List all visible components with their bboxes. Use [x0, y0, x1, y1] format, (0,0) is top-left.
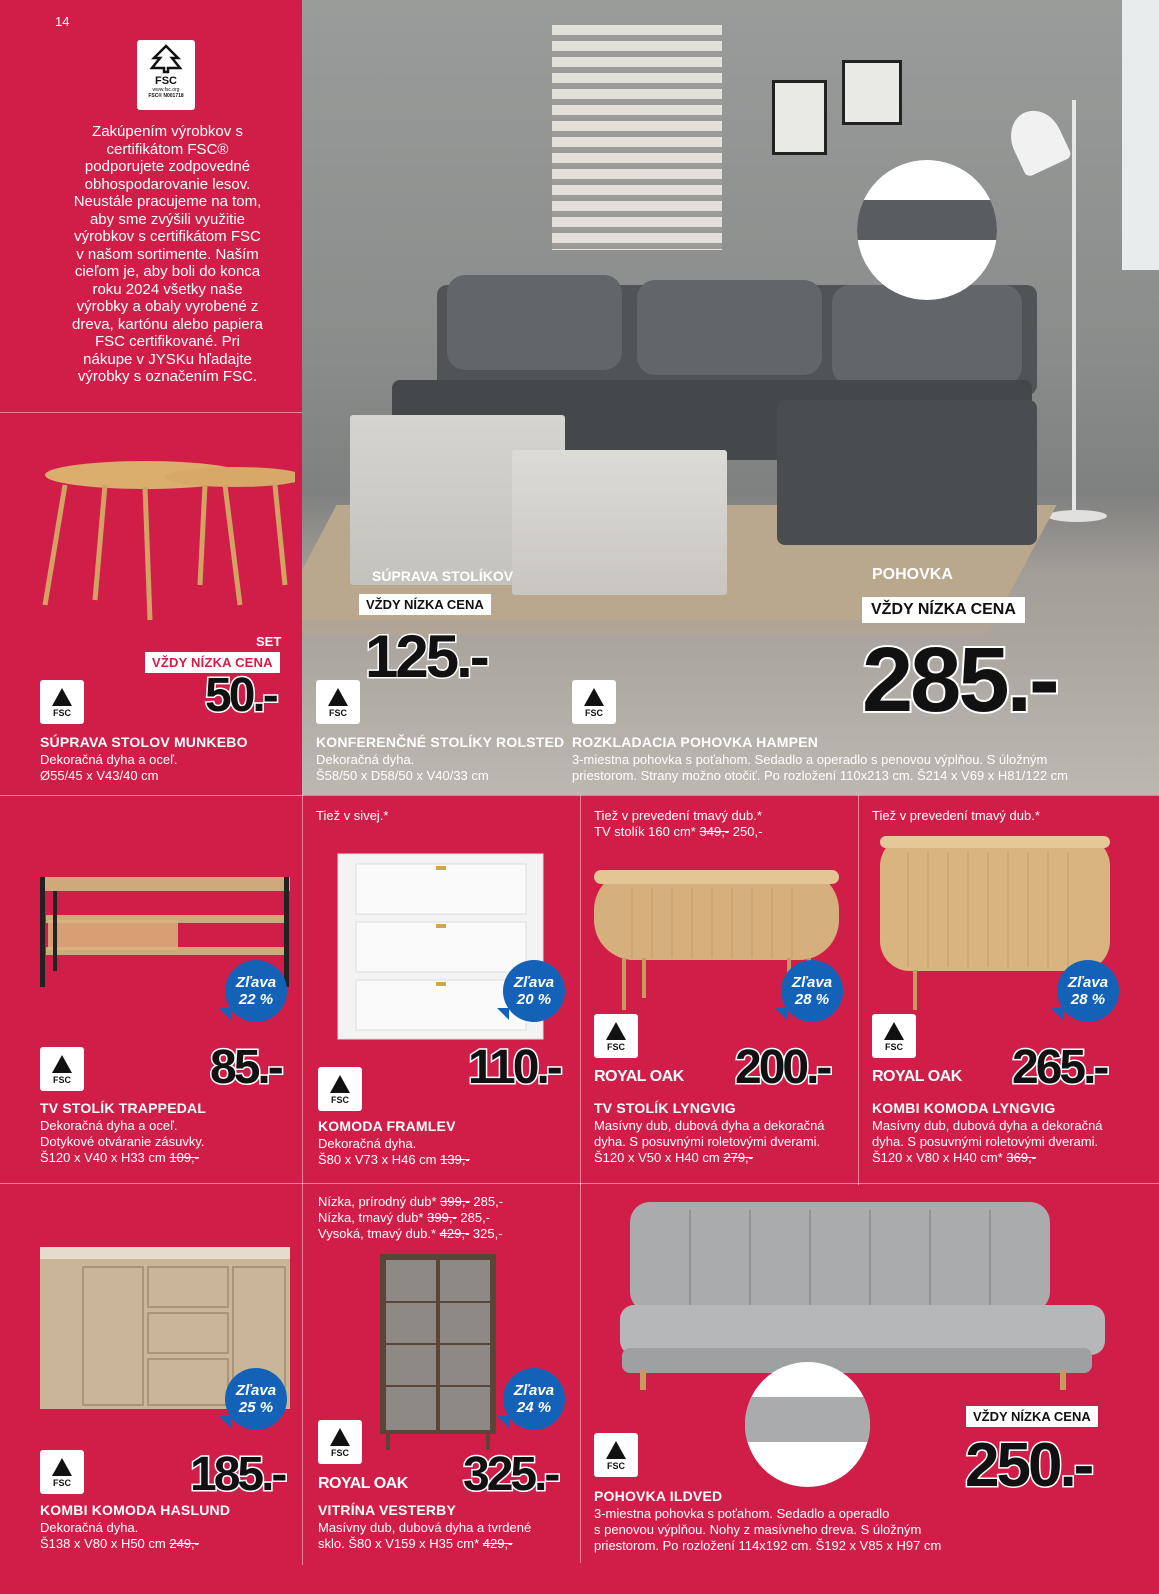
discount-value: 28 % — [1070, 991, 1106, 1008]
haslund-dimensions: Š138 x V80 x H50 cm — [40, 1536, 166, 1551]
lyngvig-kombi-old-price: 369,- — [1006, 1150, 1037, 1165]
fsc-tree-icon — [52, 688, 72, 706]
floor-lamp-base — [1047, 510, 1107, 522]
lyngvig-kombi-desc-line: Masívny dub, dubová dyha a dekoračná — [872, 1118, 1103, 1133]
framlev-desc — [318, 1136, 470, 1168]
wall-shelf — [552, 25, 722, 250]
rolsted-fsc-logo — [316, 680, 360, 724]
vesterby-variant-label: Vysoká, tmavý dub.* — [318, 1226, 437, 1241]
vesterby-variant — [318, 1194, 503, 1210]
trappedal-desc — [40, 1118, 205, 1166]
trappedal-name: TV STOLÍK TRAPPEDAL — [40, 1100, 207, 1116]
lyngvig-kombi-price: 265.- — [1012, 1041, 1107, 1094]
ildved-sofa-image — [620, 1200, 1110, 1400]
trappedal-fsc-logo — [40, 1047, 84, 1091]
trappedal-desc-line: Dekoračná dyha a oceľ. — [40, 1118, 178, 1133]
vesterby-variant-old-price: 399,- — [427, 1210, 457, 1225]
munkebo-name: SÚPRAVA STOLOV MUNKEBO — [40, 734, 248, 750]
discount-value: 20 % — [516, 991, 552, 1008]
vesterby-name: VITRÍNA VESTERBY — [318, 1502, 457, 1518]
sofa-cushion — [637, 280, 822, 375]
haslund-old-price: 249,- — [169, 1536, 199, 1551]
lyngvig-tv-note — [594, 808, 762, 840]
munkebo-desc-line: Dekoračná dyha a oceľ. — [40, 752, 178, 767]
coffee-table — [512, 450, 727, 595]
framlev-discount-badge — [503, 960, 565, 1022]
munkebo-fsc-logo — [40, 680, 84, 724]
sofa-bed-inset — [857, 160, 997, 300]
lyngvig-tv-price: 200.- — [735, 1041, 830, 1094]
fsc-label: FSC — [329, 708, 347, 718]
munkebo-desc-line: Ø55/45 x V43/40 cm — [40, 768, 159, 783]
lyngvig-kombi-desc-line — [872, 1150, 1103, 1166]
lyngvig-tv-name: TV STOLÍK LYNGVIG — [594, 1100, 736, 1116]
ildved-desc-line: 3-miestna pohovka s poťahom. Sedadlo a operadlo — [594, 1506, 890, 1521]
window — [1122, 0, 1159, 270]
discount-value: 22 % — [238, 991, 274, 1008]
trappedal-price: 85.- — [210, 1041, 281, 1094]
munkebo-tables-image — [35, 455, 295, 630]
ildved-desc-line: s penovou výplňou. Nohy z masívneho dreva. S úložným — [594, 1522, 922, 1537]
lyngvig-tv-desc-line: Masívny dub, dubová dyha a dekoračná — [594, 1118, 825, 1133]
vesterby-royal-oak-logo: ROYAL OAK — [318, 1475, 408, 1492]
vesterby-desc — [318, 1520, 531, 1552]
lyngvig-kombi-note: Tiež v prevedení tmavý dub.* — [872, 808, 1040, 823]
fsc-label: FSC — [607, 1461, 625, 1471]
vesterby-display-cabinet-image — [378, 1252, 498, 1452]
fsc-tree-icon — [606, 1441, 626, 1459]
fsc-tree-icon — [584, 688, 604, 706]
vesterby-variant-label: Nízka, tmavý dub* — [318, 1210, 424, 1225]
discount-label: Zľava — [235, 974, 277, 991]
rolsted-name: KONFERENČNÉ STOLÍKY ROLSTED — [316, 734, 565, 750]
trappedal-old-price: 109,- — [169, 1150, 199, 1165]
lyngvig-tv-desc-line: dyha. S posuvnými roletovými dverami. — [594, 1134, 821, 1149]
trappedal-desc-line: Dotykové otváranie zásuvky. — [40, 1134, 205, 1149]
discount-value: 28 % — [794, 991, 830, 1008]
fsc-label: FSC — [331, 1095, 349, 1105]
vesterby-variant — [318, 1210, 503, 1226]
fsc-tree-icon — [330, 1428, 350, 1446]
lyngvig-kombi-dimensions: Š120 x V80 x H40 cm* — [872, 1150, 1003, 1165]
munkebo-badge: VŽDY NÍZKA CENA — [145, 652, 280, 673]
divider — [0, 412, 302, 413]
fsc-tree-icon — [149, 44, 183, 74]
hampen-badge: VŽDY NÍZKA CENA — [862, 597, 1025, 623]
vesterby-desc-line — [318, 1536, 531, 1552]
sofa-cushion — [447, 275, 622, 370]
fsc-tree-icon — [52, 1055, 72, 1073]
ildved-badge: VŽDY NÍZKA CENA — [966, 1406, 1098, 1427]
fsc-tree-icon — [328, 688, 348, 706]
vesterby-variant-new-price: 285,- — [473, 1194, 504, 1209]
fsc-label: FSC — [331, 1448, 349, 1458]
fsc-label: FSC — [53, 1478, 71, 1488]
picture-frame — [842, 60, 902, 125]
discount-label: Zľava — [791, 974, 833, 991]
trappedal-discount-badge — [225, 960, 287, 1022]
discount-value: 25 % — [238, 1399, 274, 1416]
fsc-tree-icon — [884, 1022, 904, 1040]
vesterby-variant-label: Nízka, prírodný dub* — [318, 1194, 437, 1209]
lyngvig-tv-variant-new-price: 250,- — [732, 824, 763, 839]
discount-label: Zľava — [513, 1382, 555, 1399]
rolsted-badge: VŽDY NÍZKA CENA — [359, 594, 491, 615]
rolsted-desc — [316, 752, 489, 784]
rolsted-price: 125.- — [365, 623, 487, 690]
lyngvig-tv-fsc-logo — [594, 1014, 638, 1058]
fsc-intro-logo-label: FSC — [155, 75, 177, 87]
vesterby-variant-new-price: 285,- — [460, 1210, 491, 1225]
ildved-sofa-bed-inset — [745, 1362, 870, 1487]
vesterby-dimensions: sklo. Š80 x V159 x H35 cm* — [318, 1536, 480, 1551]
fsc-tree-icon — [606, 1022, 626, 1040]
haslund-discount-badge — [225, 1368, 287, 1430]
vesterby-variant-old-price: 429,- — [439, 1226, 470, 1241]
vesterby-desc-line: Masívny dub, dubová dyha a tvrdené — [318, 1520, 532, 1535]
hampen-fsc-logo — [572, 680, 616, 724]
vesterby-discount-badge — [503, 1368, 565, 1430]
rolsted-desc-line: Š58/50 x D58/50 x V40/33 cm — [316, 768, 489, 783]
divider — [580, 1183, 581, 1563]
framlev-name: KOMODA FRAMLEV — [318, 1118, 456, 1134]
lyngvig-tv-note-line — [594, 824, 762, 840]
ildved-desc — [594, 1506, 941, 1554]
trappedal-desc-line — [40, 1150, 205, 1166]
fsc-label: FSC — [53, 1075, 71, 1085]
divider — [858, 795, 859, 1185]
sofa-chaise — [777, 400, 1037, 545]
munkebo-desc — [40, 752, 177, 784]
lyngvig-tv-note-line: Tiež v prevedení tmavý dub.* — [594, 808, 762, 823]
vesterby-variant — [318, 1226, 503, 1242]
ildved-desc-line: priestorom. Po rozložení 114x192 cm. Š192 x V85 x H97 cm — [594, 1538, 942, 1553]
sofa-cushion — [832, 285, 1022, 385]
page-number: 14 — [55, 14, 70, 29]
discount-value: 24 % — [516, 1399, 552, 1416]
hampen-name: ROZKLADACIA POHOVKA HAMPEN — [572, 734, 819, 750]
framlev-dimensions: Š80 x V73 x H46 cm — [318, 1152, 437, 1167]
munkebo-set-tag: SET — [256, 634, 282, 649]
haslund-price: 185.- — [190, 1448, 285, 1501]
fsc-intro-logo-site: www.fsc.org — [152, 87, 180, 93]
lyngvig-kombi-name: KOMBI KOMODA LYNGVIG — [872, 1100, 1056, 1116]
picture-frame — [772, 80, 827, 155]
vesterby-variant-old-price: 399,- — [440, 1194, 470, 1209]
rolsted-desc-line: Dekoračná dyha. — [316, 752, 415, 767]
fsc-label: FSC — [585, 708, 603, 718]
framlev-fsc-logo — [318, 1067, 362, 1111]
hampen-desc — [572, 752, 1132, 784]
vesterby-note — [318, 1194, 503, 1242]
fsc-intro-logo-code: FSC® N001718 — [148, 93, 184, 99]
floor-lamp — [1072, 100, 1076, 515]
framlev-old-price: 139,- — [440, 1152, 470, 1167]
floor-lamp-shade — [1002, 102, 1073, 178]
haslund-name: KOMBI KOMODA HASLUND — [40, 1502, 231, 1518]
fsc-tree-icon — [330, 1075, 350, 1093]
framlev-desc-line — [318, 1152, 470, 1168]
haslund-desc-line — [40, 1536, 199, 1552]
vesterby-price: 325.- — [463, 1448, 558, 1501]
fsc-label: FSC — [885, 1042, 903, 1052]
vesterby-fsc-logo — [318, 1420, 362, 1464]
discount-label: Zľava — [513, 974, 555, 991]
lyngvig-tv-variant: TV stolík 160 cm* — [594, 824, 696, 839]
lyngvig-kombi-royal-oak-logo: ROYAL OAK — [872, 1068, 962, 1085]
discount-label: Zľava — [1067, 974, 1109, 991]
ildved-name: POHOVKA ILDVED — [594, 1488, 723, 1504]
sofa-bed-inset-image — [857, 200, 997, 240]
fsc-intro-text: Zakúpením výrobkov s certifikátom FSC® podporujete zodpovedné obhospodarovanie lesov. Neustále pracujeme na tom, aby sme zvýšili využitie výrobkov s certifikátom FSC v našom sortimente. Naším cieľom je, aby boli do konca roku 2024 všetky naše výrobky a obaly vyrobené z dreva, kartónu alebo papiera FSC certifikované. Pri nákupe v JYSKu hľadajte výrobky s označením FSC. — [72, 123, 263, 385]
divider — [580, 795, 581, 1185]
lyngvig-kombi-desc — [872, 1118, 1103, 1166]
lyngvig-kombi-fsc-logo — [872, 1014, 916, 1058]
hampen-tag: POHOVKA — [872, 566, 953, 583]
fsc-label: FSC — [53, 708, 71, 718]
ildved-price: 250.- — [965, 1431, 1092, 1500]
lyngvig-tv-discount-badge — [781, 960, 843, 1022]
fsc-label: FSC — [607, 1042, 625, 1052]
hampen-desc-line: priestorom. Strany možno otočiť. Po rozložení 110x213 cm. Š214 x V69 x H81/122 cm — [572, 768, 1068, 783]
fsc-tree-icon — [52, 1458, 72, 1476]
hampen-desc-line: 3-miestna pohovka s poťahom. Sedadlo a operadlo s penovou výplňou. S úložným — [572, 752, 1048, 767]
lyngvig-tv-old-price: 279,- — [723, 1150, 753, 1165]
lyngvig-kombi-discount-badge — [1057, 960, 1119, 1022]
rolsted-tag: SÚPRAVA STOLÍKOV — [372, 568, 514, 584]
haslund-desc-line: Dekoračná dyha. — [40, 1520, 139, 1535]
discount-label: Zľava — [235, 1382, 277, 1399]
haslund-desc — [40, 1520, 199, 1552]
vesterby-variant-new-price: 325,- — [472, 1226, 503, 1241]
framlev-desc-line: Dekoračná dyha. — [318, 1136, 417, 1151]
lyngvig-tv-dimensions: Š120 x V50 x H40 cm — [594, 1150, 720, 1165]
framlev-note: Tiež v sivej.* — [316, 808, 389, 823]
trappedal-dimensions: Š120 x V40 x H33 cm — [40, 1150, 166, 1165]
fsc-intro-logo — [137, 40, 195, 110]
framlev-price: 110.- — [468, 1041, 560, 1094]
vesterby-old-price: 429,- — [482, 1536, 513, 1551]
haslund-fsc-logo — [40, 1450, 84, 1494]
divider — [302, 795, 303, 1565]
lyngvig-tv-variant-old-price: 349,- — [699, 824, 730, 839]
lyngvig-tv-desc — [594, 1118, 825, 1166]
ildved-sofa-bed-inset-image — [745, 1397, 870, 1442]
ildved-fsc-logo — [594, 1433, 638, 1477]
lyngvig-tv-royal-oak-logo: ROYAL OAK — [594, 1068, 684, 1085]
munkebo-price: 50.- — [205, 669, 276, 722]
hampen-price: 285.- — [862, 629, 1057, 731]
lyngvig-tv-desc-line — [594, 1150, 825, 1166]
lyngvig-kombi-desc-line: dyha. S posuvnými roletovými dverami. — [872, 1134, 1099, 1149]
